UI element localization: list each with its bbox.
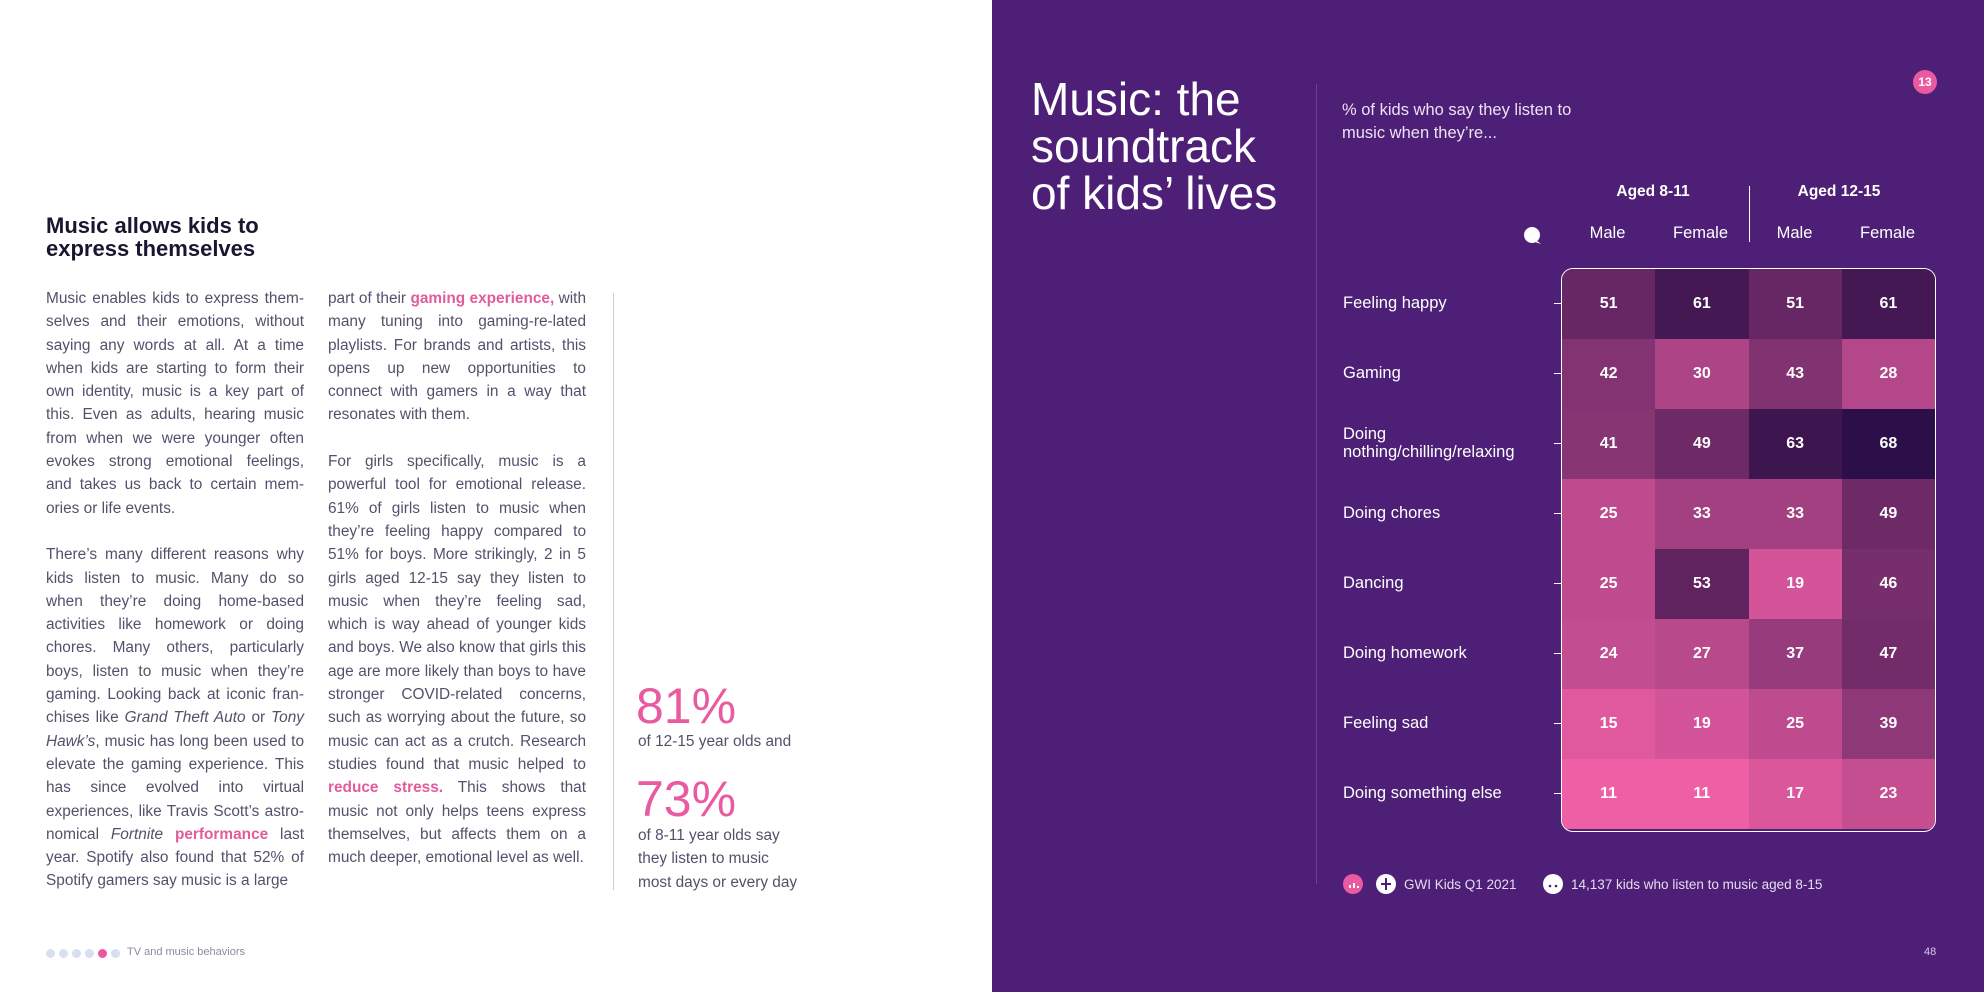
progress-dot (46, 949, 55, 958)
group-label-8-11: Aged 8-11 (1616, 183, 1690, 200)
progress-dot (72, 949, 81, 958)
text-run: There’s many different reasons why kids listen to music. Many do so when they’re doing home-based activities like homework or doing chores. Many others, particularly boys, listen to music when they’re gaming. Looking back at iconic fran-chises like (46, 546, 304, 727)
section-progress-dots (46, 949, 120, 958)
text-run: This shows that music not only helps teens express themselves, but affects them on a much deeper, emotional level as well. (328, 779, 586, 867)
group-label-12-15: Aged 12-15 (1797, 183, 1881, 200)
col2-paragraph-1 (328, 287, 586, 427)
row-label-feeling-happy: Feeling happy (1343, 294, 1447, 312)
row-label-doing-nothing-chilling-relaxing: Doing nothing/chilling/relaxing (1343, 425, 1515, 461)
heatmap-cell: 49 (1655, 409, 1748, 479)
source-icon (1376, 874, 1396, 894)
col2-paragraph-2 (328, 450, 586, 869)
column-label-female-12-15: Female (1859, 224, 1916, 242)
source-text: GWI Kids Q1 2021 (1404, 876, 1517, 892)
text-run: For girls specifically, music is a powerful tool for emotional release. 61% of girls listen to music when they’re feeling happy compared to 51% for boys. More strikingly, 2 in 5 girls aged 12-15 say they listen to music when they’re feeling sad, which is way ahead of younger kids and boys. We also know that girls this age are more likely than boys to have stronger COVID-related concerns, such as worrying about the future, so music can act as a crutch. Research studies found that music helped to (328, 453, 586, 773)
heatmap-cell: 19 (1655, 689, 1748, 759)
row-tick (1554, 443, 1561, 444)
text-run (163, 826, 175, 843)
heatmap-cell: 49 (1842, 479, 1935, 549)
row-tick (1554, 513, 1561, 514)
page-number: 48 (1924, 946, 1937, 958)
game-title-fortnite: Fortnite (110, 825, 164, 843)
row-label-doing-chores: Doing chores (1343, 504, 1441, 522)
chart-icon-legend (1343, 874, 1371, 894)
chart-icon (1343, 874, 1363, 894)
heatmap-cell: 33 (1749, 479, 1842, 549)
heatmap-cell: 51 (1562, 269, 1655, 339)
heatmap-cell: 11 (1655, 759, 1748, 829)
row-tick (1554, 793, 1561, 794)
heatmap-cell: 41 (1562, 409, 1655, 479)
people-icon (1543, 874, 1563, 894)
text-run: part of their (328, 290, 411, 307)
speech-bubble-icon (1523, 226, 1543, 246)
heatmap-cell: 43 (1749, 339, 1842, 409)
progress-dot (59, 949, 68, 958)
stat-text-73: of 8-11 year olds say they listen to music most days or every day (638, 827, 798, 891)
chart-title: Music: the soundtrack of kids’ lives (1031, 73, 1278, 219)
heatmap-grid (1561, 268, 1936, 832)
progress-dot (85, 949, 94, 958)
row-label-doing-something-else: Doing something else (1343, 784, 1502, 802)
row-tick (1554, 723, 1561, 724)
heatmap-cell: 53 (1655, 549, 1748, 619)
heatmap-cell: 25 (1749, 689, 1842, 759)
heatmap-cell: 17 (1749, 759, 1842, 829)
section-label: TV and music behaviors (127, 946, 245, 958)
stat-text-81: of 12-15 year olds and (638, 733, 792, 750)
text-run: with many tuning into gaming-re-lated playlists. For brands and artists, this opens up new opportunities to connect with gamers in a way that resonates with them. (328, 290, 586, 424)
heatmap-cell: 30 (1655, 339, 1748, 409)
stat-value-73: 73% (636, 771, 737, 827)
body-column-1 (46, 287, 304, 916)
heatmap-cell: 42 (1562, 339, 1655, 409)
heatmap-cell: 15 (1562, 689, 1655, 759)
heatmap-cell: 46 (1842, 549, 1935, 619)
chart-subtitle: % of kids who say they listen to music when they’re... (1342, 101, 1572, 142)
heatmap-cell: 33 (1655, 479, 1748, 549)
page-badge: 13 (1913, 70, 1937, 94)
column-label-male-12-15: Male (1776, 224, 1813, 242)
heatmap-cell: 24 (1562, 619, 1655, 689)
row-tick (1554, 653, 1561, 654)
heatmap-cell: 39 (1842, 689, 1935, 759)
heatmap-cell: 68 (1842, 409, 1935, 479)
row-label-feeling-sad: Feeling sad (1343, 714, 1429, 732)
row-tick (1554, 303, 1561, 304)
right-page (992, 0, 1984, 992)
text-run: , music has long been used to elevate the gaming experience. This has since evolved into virtual experiences, like Travis Scott’s astro-nomical (46, 732, 304, 843)
base-text: 14,137 kids who listen to music aged 8-15 (1571, 876, 1823, 892)
row-label-dancing: Dancing (1343, 574, 1404, 592)
heatmap-cell: 28 (1842, 339, 1935, 409)
game-title-gta: Grand Theft Auto (124, 709, 246, 727)
heatmap-cell: 25 (1562, 479, 1655, 549)
base-note (1543, 874, 1822, 894)
column-divider (613, 293, 614, 890)
performance-link[interactable]: performance (174, 825, 269, 843)
col1-paragraph-2 (46, 543, 304, 892)
progress-dot (111, 949, 120, 958)
title-divider (1316, 84, 1317, 884)
heatmap-cell: 61 (1842, 269, 1935, 339)
gaming-experience-link[interactable]: gaming experience, (410, 290, 555, 307)
text-run: last year. Spotify also found that 52% of Spotify gamers say music is a large (46, 825, 304, 890)
heatmap-cell: 27 (1655, 619, 1748, 689)
text-run: or (245, 709, 272, 727)
row-tick (1554, 373, 1561, 374)
heatmap-cell: 23 (1842, 759, 1935, 829)
column-label-female-8-11: Female (1672, 224, 1729, 242)
stat-value-81: 81% (636, 678, 737, 734)
heatmap-cell: 25 (1562, 549, 1655, 619)
section-heading: Music allows kids to express themselves (46, 213, 259, 261)
source-note (1376, 874, 1517, 894)
row-label-doing-homework: Doing homework (1343, 644, 1467, 662)
heatmap-cell: 63 (1749, 409, 1842, 479)
col1-paragraph-1: Music enables kids to express them-selves and their emotions, without saying any words at all. At a time when kids are starting to form their own identity, music is a key part of this. Even as adults, hearing music from when we were younger often evokes strong emotional feelings, and takes us back to certain mem-ories or life events. (46, 290, 304, 517)
game-title-tony-hawk: Tony Hawk’s (46, 709, 304, 750)
row-tick (1554, 583, 1561, 584)
progress-dot (98, 949, 107, 958)
reduce-stress-link[interactable]: reduce stress. (328, 779, 444, 797)
row-label-gaming: Gaming (1343, 364, 1401, 382)
heatmap-cell: 11 (1562, 759, 1655, 829)
heatmap-cell: 37 (1749, 619, 1842, 689)
heatmap-cell: 51 (1749, 269, 1842, 339)
heatmap-cell: 19 (1749, 549, 1842, 619)
heatmap-cell: 47 (1842, 619, 1935, 689)
heatmap-cell: 61 (1655, 269, 1748, 339)
body-column-2 (328, 287, 586, 893)
column-label-male-8-11: Male (1589, 224, 1626, 242)
